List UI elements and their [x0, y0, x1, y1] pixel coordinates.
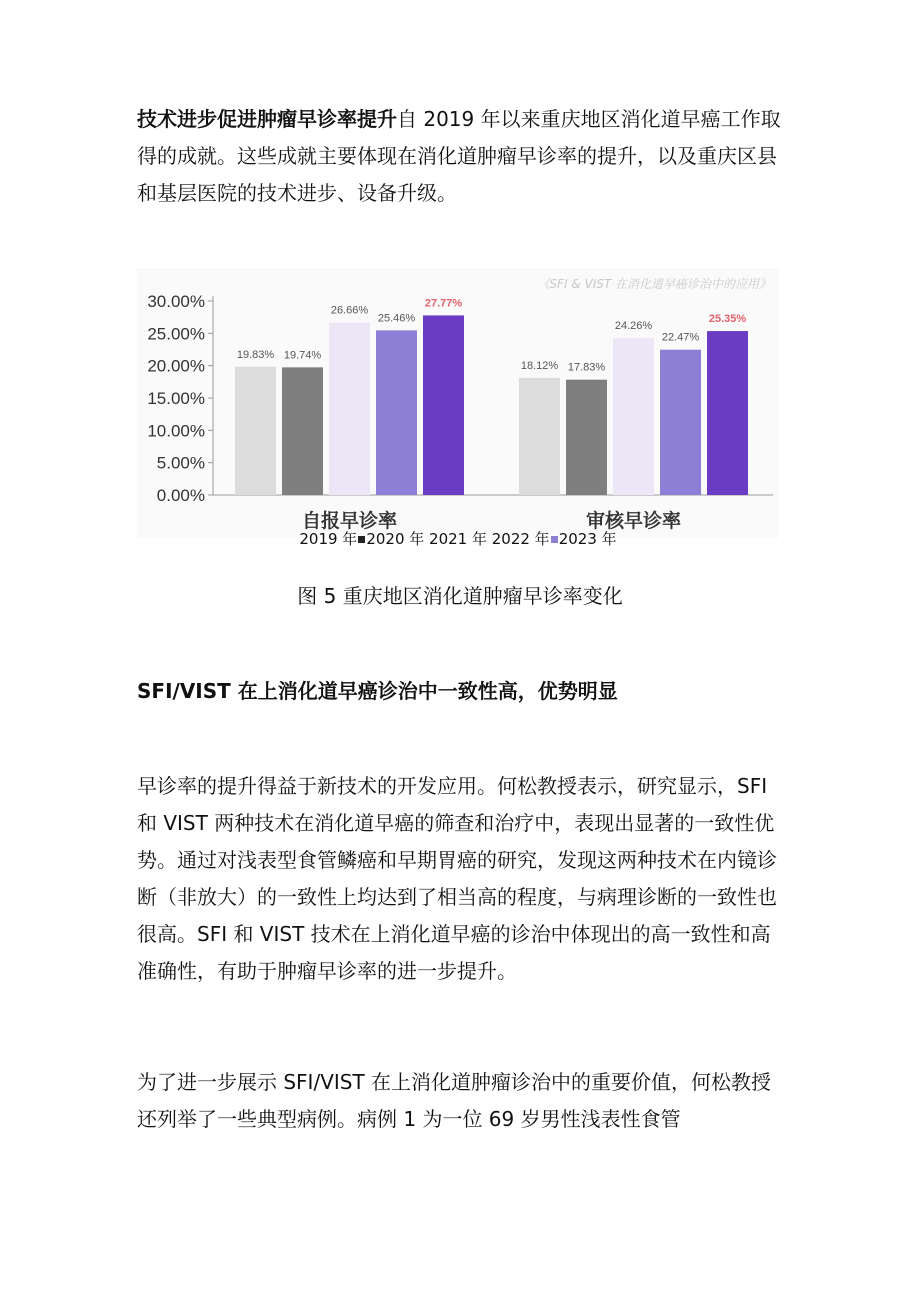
early-diagnosis-bar-chart [137, 268, 779, 538]
data-label: 19.74% [283, 349, 322, 362]
bar [376, 330, 417, 495]
bar [660, 350, 701, 495]
data-label: 19.83% [236, 348, 275, 361]
data-label: 25.46% [377, 312, 416, 325]
bar [282, 367, 323, 495]
legend-square-icon [551, 536, 558, 543]
chart-legend [137, 529, 779, 549]
bar [519, 378, 560, 495]
bar [423, 315, 464, 495]
y-tick-label: 20.00% [147, 356, 205, 376]
intro-paragraph [137, 101, 787, 212]
chart-svg [137, 268, 779, 538]
bar [566, 380, 607, 495]
data-label: 24.26% [614, 320, 653, 333]
legend-text-2023: 2023 年 [558, 530, 617, 548]
y-tick-label: 5.00% [156, 453, 205, 473]
intro-bold-lead: 技术进步促进肿瘤早诊率提升 [137, 107, 397, 131]
y-tick-label: 10.00% [147, 421, 205, 441]
y-tick-label: 15.00% [147, 389, 205, 408]
y-tick-label: 25.00% [147, 324, 205, 344]
section-paragraph-2: 为了进一步展示 SFI/VIST 在上消化道肿瘤诊治中的重要价值，何松教授还列举了一些典型病例。病例 1 为一位 69 岁男性浅表性食管 [137, 1070, 772, 1131]
legend-square-icon [358, 536, 365, 543]
data-label: 18.12% [520, 359, 559, 372]
bar [235, 367, 276, 495]
data-label: 26.66% [330, 304, 369, 317]
intro-text: 自 2019 年以来重庆地区消化道早癌工作取得的成就。这些成就主要体现在消化道肿瘤早诊率的提升，以及重庆区县和基层医院的技术进步、设备升级。 [137, 107, 781, 205]
section-paragraph-1: 早诊率的提升得益于新技术的开发应用。何松教授表示，研究显示，SFI 和 VIST 两种技术在消化道早癌的筛查和治疗中，表现出显著的一致性优势。通过对浅表型食管鳞癌和早期胃癌的研究，发现这两种技术在内镜诊断（非放大）的一致性上均达到了相当高的程度，与病理诊断的一致性也很高。SFI 和 VIST 技术在上消化道早癌的诊治中体现出的高一致性和高准确性，有助于肿瘤早诊率的进一步提升。 [137, 774, 777, 983]
chart-title: 《SFI & VIST 在消化道早癌诊治中的应用》 [537, 277, 771, 291]
bar [613, 338, 654, 495]
data-label: 22.47% [661, 331, 700, 344]
data-label: 25.35% [708, 313, 747, 326]
category-label: 自报早诊率 [301, 510, 398, 532]
bar [329, 323, 370, 495]
section-heading: SFI/VIST 在上消化道早癌诊治中一致性高，优势明显 [137, 679, 618, 703]
legend-text-2020-2022: 2020 年 2021 年 2022 年 [366, 530, 550, 548]
category-label: 审核早诊率 [585, 510, 682, 532]
figure-caption: 图 5 重庆地区消化道肿瘤早诊率变化 [297, 584, 623, 608]
y-tick-label: 0.00% [156, 486, 205, 505]
bar [707, 331, 748, 495]
legend-text-2019: 2019 年 [299, 530, 358, 548]
data-label: 27.77% [424, 297, 463, 310]
data-label: 17.83% [567, 361, 606, 374]
y-tick-label: 30.00% [147, 292, 205, 311]
